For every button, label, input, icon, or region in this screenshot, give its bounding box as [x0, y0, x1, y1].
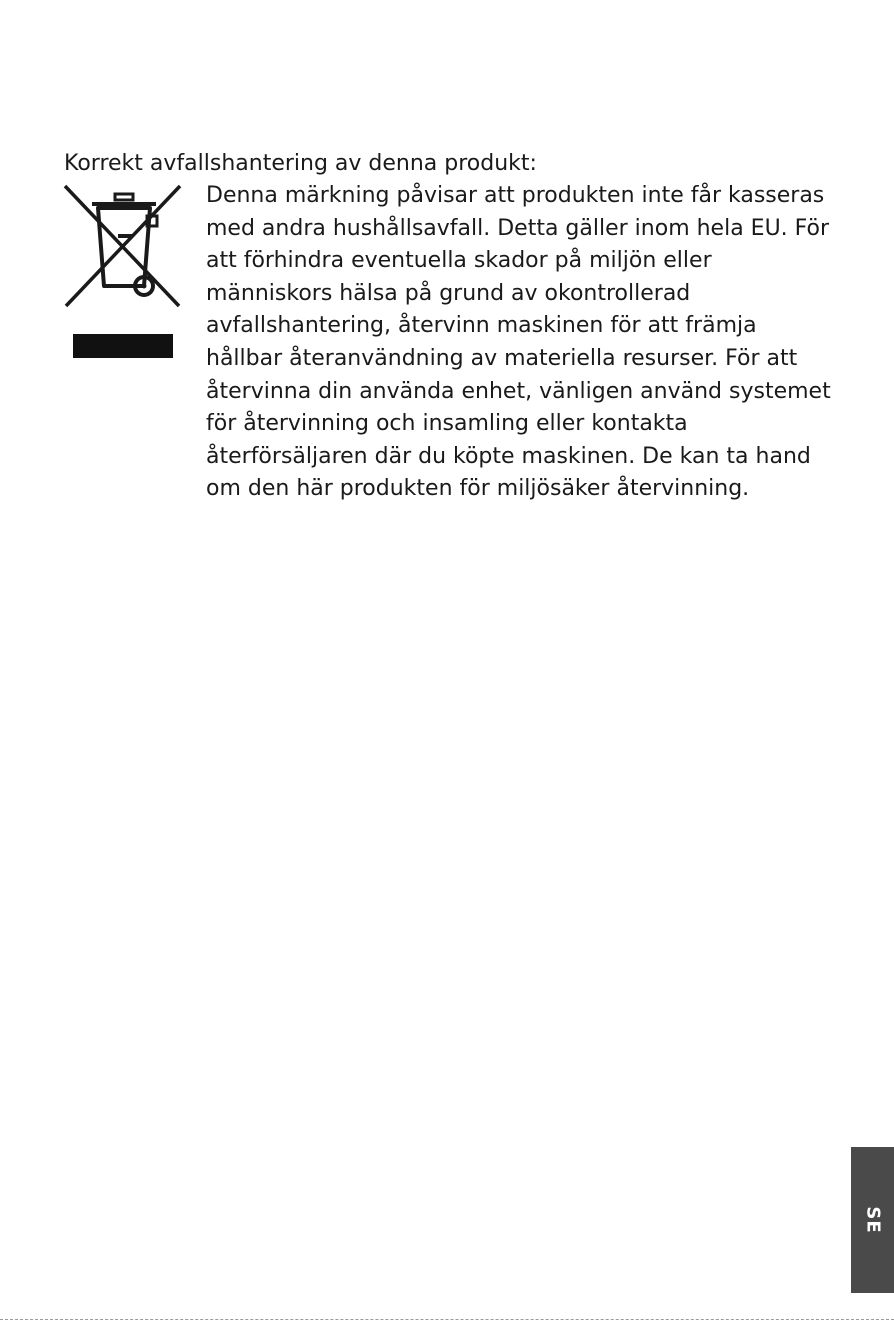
paragraph-line: Denna märkning påvisar att produkten inte får kasseras [206, 183, 825, 208]
disposal-paragraph [206, 180, 846, 506]
paragraph-line: avfallshantering, återvinn maskinen för att främja [206, 313, 757, 339]
language-tab-label: SE [862, 1206, 883, 1234]
language-tab [851, 1147, 894, 1293]
paragraph-line: människors hälsa på grund av okontrollerad [206, 280, 691, 306]
paragraph-line: om den här produkten för miljösäker återvinning. [206, 476, 750, 502]
paragraph-line: med andra hushållsavfall. Detta gäller inom hela EU. För [206, 215, 830, 241]
weee-crossed-bin-icon [62, 182, 184, 364]
paragraph-line: hållbar återanvändning av materiella resurser. För att [206, 345, 798, 371]
paragraph-line: återvinna din använda enhet, vänligen använd systemet [206, 378, 831, 404]
paragraph-line: för återvinning och insamling eller kontakta [206, 411, 688, 437]
page-bottom-divider [0, 1319, 894, 1320]
section-heading: Korrekt avfallshantering av denna produkt: [64, 151, 537, 176]
paragraph-line: återförsäljaren där du köpte maskinen. De kan ta hand [206, 443, 811, 469]
paragraph-line: att förhindra eventuella skador på miljön eller [206, 248, 712, 274]
